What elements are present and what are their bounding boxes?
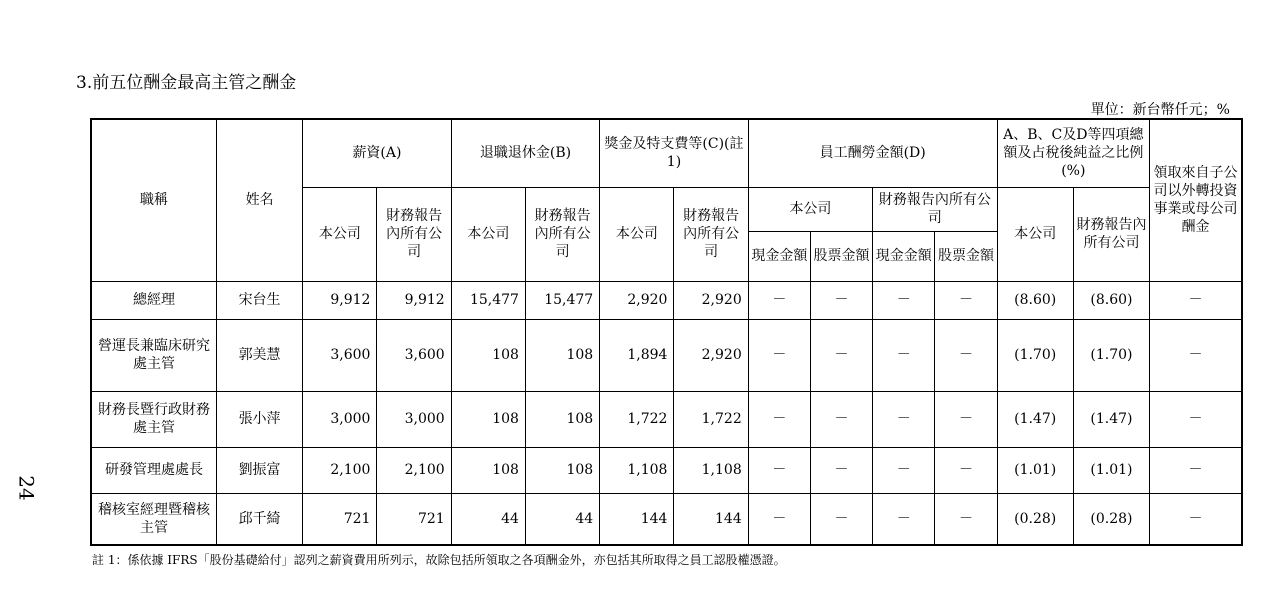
cell-bonus-company: 2,920 [600, 281, 674, 319]
compensation-table [90, 118, 1243, 546]
cell-ratio-consolidated: (0.28) [1073, 493, 1149, 545]
cell-name: 邱千綺 [216, 493, 302, 545]
cell-stock-consolidated: － [935, 319, 997, 391]
cell-salary-company: 3,000 [303, 391, 377, 447]
page-number: 24 [14, 475, 39, 501]
cell-stock-company: － [810, 391, 872, 447]
cell-ratio-company: (8.60) [997, 281, 1073, 319]
cell-bonus-company: 1,108 [600, 447, 674, 493]
header-stock-consolidated: 股票金額 [935, 231, 997, 281]
cell-ret-company: 44 [451, 493, 525, 545]
cell-title: 總經理 [91, 281, 216, 319]
cell-cash-company: － [748, 319, 810, 391]
cell-cash-company: － [748, 493, 810, 545]
cell-bonus-company: 144 [600, 493, 674, 545]
cell-title: 研發管理處處長 [91, 447, 216, 493]
table-row [91, 281, 1242, 319]
cell-ratio-company: (1.01) [997, 447, 1073, 493]
cell-stock-consolidated: － [935, 391, 997, 447]
cell-cash-consolidated: － [873, 447, 935, 493]
cell-stock-consolidated: － [935, 447, 997, 493]
cell-ratio-consolidated: (1.70) [1073, 319, 1149, 391]
cell-name: 劉振富 [216, 447, 302, 493]
cell-cash-consolidated: － [873, 281, 935, 319]
cell-bonus-company: 1,722 [600, 391, 674, 447]
cell-cash-company: － [748, 391, 810, 447]
cell-ret-consolidated: 108 [525, 319, 599, 391]
cell-other-comp: － [1150, 281, 1242, 319]
cell-other-comp: － [1150, 319, 1242, 391]
header-salary-consolidated: 財務報告內所有公司 [377, 187, 451, 281]
cell-bonus-consolidated: 144 [674, 493, 748, 545]
cell-ratio-company: (1.47) [997, 391, 1073, 447]
cell-salary-consolidated: 3,000 [377, 391, 451, 447]
cell-salary-company: 2,100 [303, 447, 377, 493]
cell-ret-consolidated: 108 [525, 447, 599, 493]
cell-ratio-consolidated: (1.47) [1073, 391, 1149, 447]
cell-name: 宋台生 [216, 281, 302, 319]
cell-salary-consolidated: 3,600 [377, 319, 451, 391]
cell-cash-consolidated: － [873, 319, 935, 391]
cell-ret-consolidated: 15,477 [525, 281, 599, 319]
cell-title: 稽核室經理暨稽核主管 [91, 493, 216, 545]
cell-name: 郭美慧 [216, 319, 302, 391]
cell-ratio-consolidated: (1.01) [1073, 447, 1149, 493]
cell-bonus-consolidated: 1,108 [674, 447, 748, 493]
cell-title: 營運長兼臨床研究處主管 [91, 319, 216, 391]
cell-other-comp: － [1150, 493, 1242, 545]
cell-ratio-company: (1.70) [997, 319, 1073, 391]
cell-cash-company: － [748, 447, 810, 493]
cell-ret-consolidated: 108 [525, 391, 599, 447]
header-cash-consolidated: 現金金額 [873, 231, 935, 281]
header-salary-company: 本公司 [303, 187, 377, 281]
header-bonus-company: 本公司 [600, 187, 674, 281]
cell-ret-company: 15,477 [451, 281, 525, 319]
cell-title: 財務長暨行政財務處主管 [91, 391, 216, 447]
header-salary: 薪資(A) [303, 119, 452, 187]
header-bonus-consolidated: 財務報告內所有公司 [674, 187, 748, 281]
header-stock-company: 股票金額 [810, 231, 872, 281]
cell-stock-consolidated: － [935, 493, 997, 545]
cell-salary-consolidated: 2,100 [377, 447, 451, 493]
cell-cash-company: － [748, 281, 810, 319]
header-ret-company: 本公司 [451, 187, 525, 281]
cell-bonus-consolidated: 2,920 [674, 319, 748, 391]
cell-name: 張小萍 [216, 391, 302, 447]
header-other-comp: 領取來自子公司以外轉投資事業或母公司酬金 [1150, 119, 1242, 281]
cell-ratio-company: (0.28) [997, 493, 1073, 545]
cell-cash-consolidated: － [873, 493, 935, 545]
table-row [91, 391, 1242, 447]
cell-ret-company: 108 [451, 391, 525, 447]
cell-salary-consolidated: 9,912 [377, 281, 451, 319]
header-ret-consolidated: 財務報告內所有公司 [525, 187, 599, 281]
cell-ret-company: 108 [451, 319, 525, 391]
header-emp-company: 本公司 [748, 187, 872, 231]
header-abcd-ratio: A、B、C及D等四項總額及占稅後純益之比例(%) [997, 119, 1150, 187]
footnote: 註 1：係依據 IFRS「股份基礎給付」認列之薪資費用所列示，故除包括所領取之各項酬金外，亦包括其所取得之員工認股權憑證。 [92, 553, 786, 567]
cell-salary-company: 9,912 [303, 281, 377, 319]
cell-ratio-consolidated: (8.60) [1073, 281, 1149, 319]
cell-bonus-consolidated: 1,722 [674, 391, 748, 447]
cell-stock-company: － [810, 281, 872, 319]
cell-other-comp: － [1150, 447, 1242, 493]
next-section-fragment [70, 596, 770, 608]
header-ratio-consolidated: 財務報告內所有公司 [1073, 187, 1149, 281]
header-name: 姓名 [216, 119, 302, 281]
header-bonus: 獎金及特支費等(C)(註 1) [600, 119, 749, 187]
header-emp-consolidated: 財務報告內所有公司 [873, 187, 997, 231]
cell-ret-consolidated: 44 [525, 493, 599, 545]
header-title: 職稱 [91, 119, 216, 281]
unit-label: 單位：新台幣仟元；% [1090, 102, 1230, 118]
cell-bonus-company: 1,894 [600, 319, 674, 391]
header-retirement: 退職退休金(B) [451, 119, 600, 187]
table-row [91, 493, 1242, 545]
table-row [91, 319, 1242, 391]
cell-salary-company: 721 [303, 493, 377, 545]
section-title: 3.前五位酬金最高主管之酬金 [76, 73, 297, 93]
cell-salary-consolidated: 721 [377, 493, 451, 545]
cell-other-comp: － [1150, 391, 1242, 447]
cell-stock-company: － [810, 447, 872, 493]
cell-stock-consolidated: － [935, 281, 997, 319]
cell-ret-company: 108 [451, 447, 525, 493]
cell-salary-company: 3,600 [303, 319, 377, 391]
header-cash-company: 現金金額 [748, 231, 810, 281]
header-employee-comp: 員工酬勞金額(D) [748, 119, 997, 187]
cell-bonus-consolidated: 2,920 [674, 281, 748, 319]
table-row [91, 447, 1242, 493]
header-ratio-company: 本公司 [997, 187, 1073, 281]
cell-stock-company: － [810, 319, 872, 391]
cell-stock-company: － [810, 493, 872, 545]
cell-cash-consolidated: － [873, 391, 935, 447]
